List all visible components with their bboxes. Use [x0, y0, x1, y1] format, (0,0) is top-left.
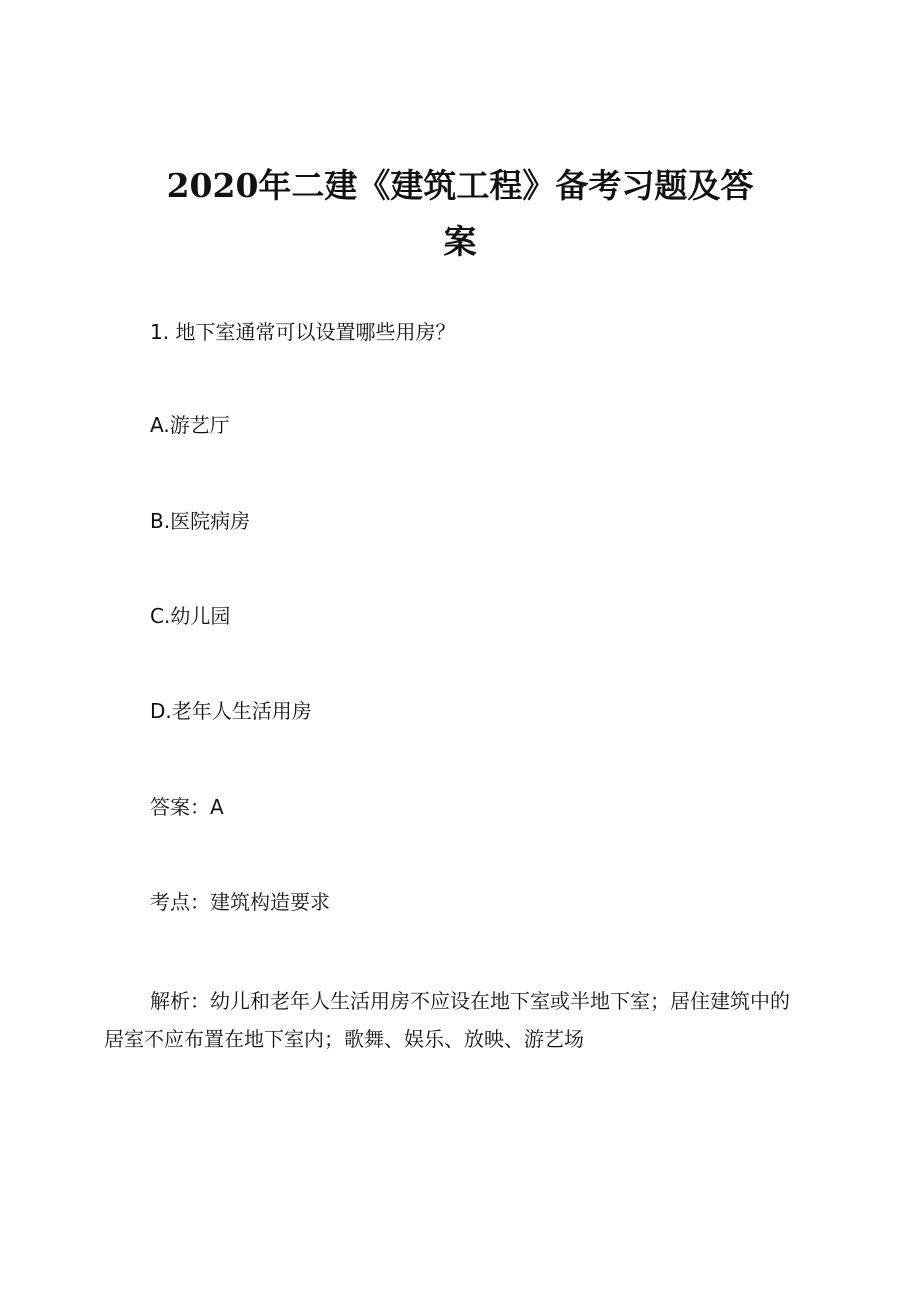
option-b: B.医院病房	[150, 509, 251, 533]
key-point-text: 考点：建筑构造要求	[150, 890, 330, 914]
option-d: D.老年人生活用房	[150, 699, 312, 723]
option-a: A.游艺厅	[150, 413, 230, 437]
question-text: 1. 地下室通常可以设置哪些用房？	[150, 320, 456, 344]
option-c: C.幼儿园	[150, 604, 231, 628]
answer-text: 答案：A	[150, 795, 224, 819]
analysis-paragraph: 解析：幼儿和老年人生活用房不应设在地下室或半地下室；居住建筑中的居室不应布置在地下室内；歌舞、娱乐、放映、游艺场	[104, 989, 790, 1051]
page-title-line-1: 2020年二建《建筑工程》备考习题及答	[166, 166, 754, 205]
page-title-line-2: 案	[443, 222, 477, 261]
